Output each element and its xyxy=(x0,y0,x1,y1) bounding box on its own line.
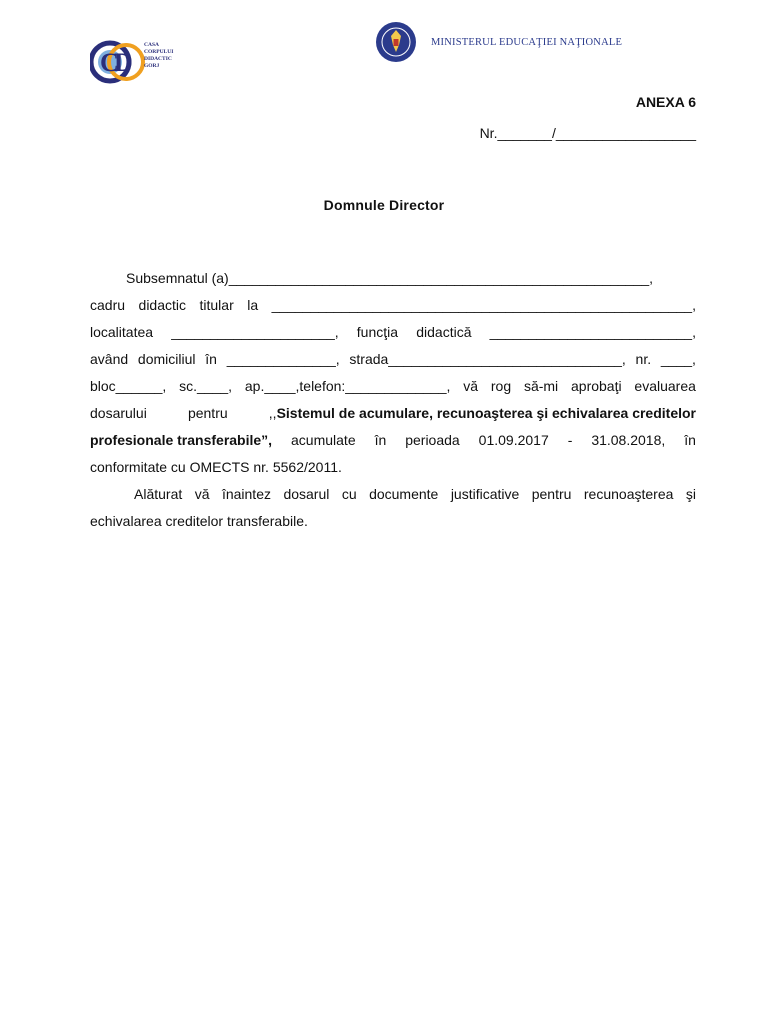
institution-field: ______________________________________________________, xyxy=(271,297,696,313)
number-field: ____, xyxy=(660,351,696,367)
letter-body xyxy=(90,265,696,535)
letter-line: cadru didactic titular la ______________________________________________________, xyxy=(90,292,696,319)
letter-line: profesionale transferabile”, acumulate în perioada 01.09.2017 - 31.08.2018, în xyxy=(90,432,696,448)
ccd-line: DIDACTIC xyxy=(144,56,172,62)
letter-line: Alăturat vă înaintez dosarul cu documente justificative pentru recunoaşterea şi xyxy=(134,486,696,502)
registration-number-line: Nr._______/__________________ xyxy=(479,125,696,141)
locality-field: _____________________, xyxy=(171,324,339,340)
svg-text:D: D xyxy=(114,48,133,77)
name-field: Subsemnatul (a)______________________________________________________, xyxy=(126,270,654,286)
letter-line xyxy=(90,265,696,292)
letter-line: localitatea _____________________, funcţia didactică __________________________, xyxy=(90,319,696,346)
program-name-bold: Sistemul de acumulare, recunoaşterea şi echivalarea creditelor xyxy=(276,405,696,421)
letter-line: conformitate cu OMECTS nr. 5562/2011. xyxy=(90,459,342,475)
letter-line: echivalarea creditelor transferabile. xyxy=(90,513,308,529)
street-field: strada______________________________, xyxy=(349,351,626,367)
ccd-emblem-icon xyxy=(90,38,146,86)
romanian-government-seal-icon xyxy=(375,21,417,63)
addressee: Domnule Director xyxy=(323,197,445,213)
letter-line: bloc______, sc.____, ap.____,telefon:_____________, vă rog să-mi aprobaţi evaluarea xyxy=(90,378,696,394)
ccd-logo-text xyxy=(144,42,173,70)
svg-text:C: C xyxy=(100,48,119,77)
ministry-name: MINISTERUL EDUCAŢIEI NAŢIONALE xyxy=(431,36,623,48)
ministry-header xyxy=(375,20,622,64)
letter-line: având domiciliul în ______________, strada______________________________, nr. ____, xyxy=(90,346,696,373)
annex-label: ANEXA 6 xyxy=(635,94,696,110)
ccd-line: CASA xyxy=(144,42,159,48)
ccd-logo xyxy=(90,38,200,86)
ccd-line: CORPULUI xyxy=(144,49,174,55)
residence-field: ______________, xyxy=(226,351,340,367)
letter-line: dosarului pentru ,,Sistemul de acumulare, recunoaşterea şi echivalarea creditelor xyxy=(90,405,696,421)
position-field: __________________________, xyxy=(489,324,696,340)
ccd-line: GORJ xyxy=(144,63,160,69)
